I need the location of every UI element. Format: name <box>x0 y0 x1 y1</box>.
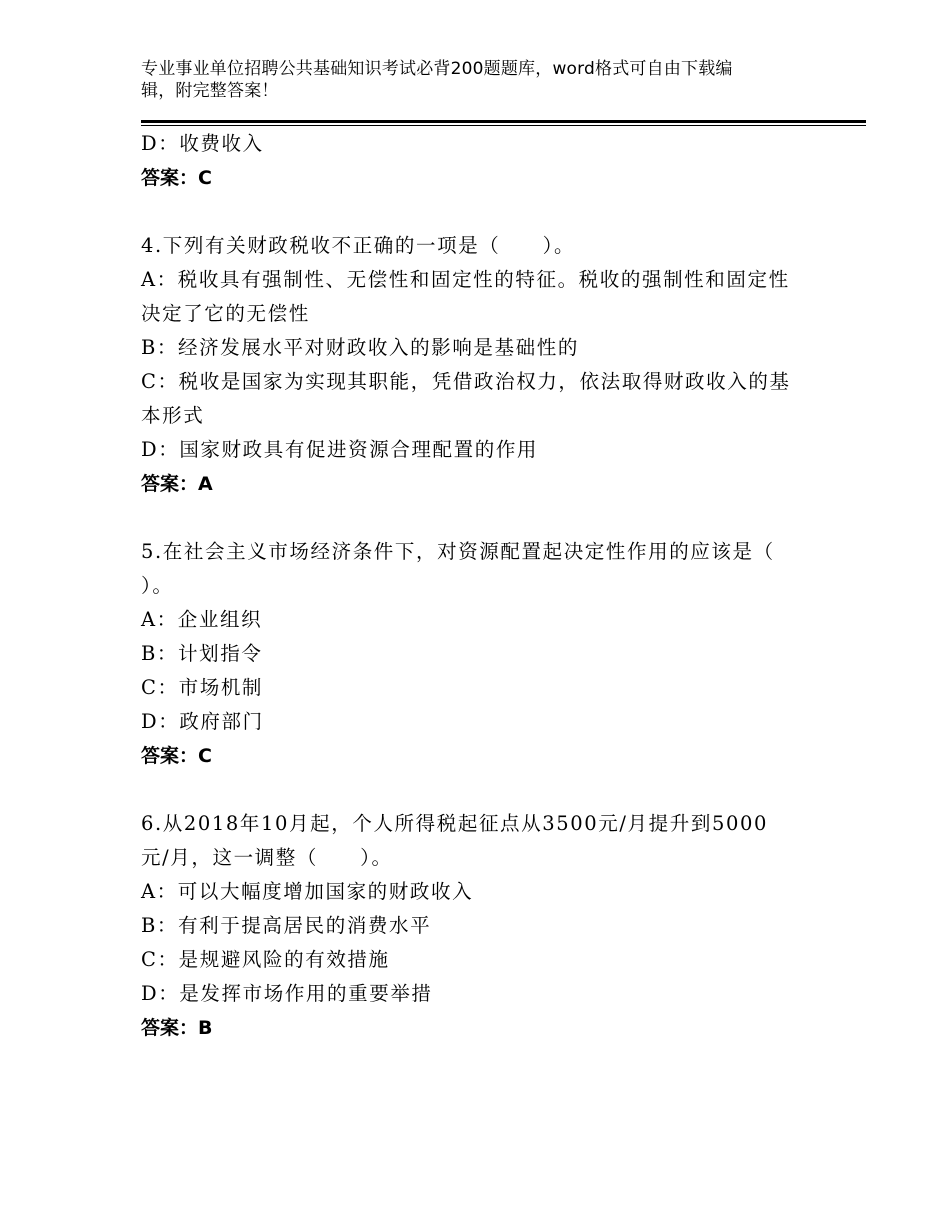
question-stem: 6.从2018年10月起，个人所得税起征点从3500元/月提升到5000 <box>141 812 768 835</box>
page-header <box>141 58 801 102</box>
option-d: D：国家财政具有促进资源合理配置的作用 <box>141 438 539 461</box>
option-c-continued: 本形式 <box>141 404 205 427</box>
option-d: D：收费收入 <box>141 132 264 155</box>
question-stem: 4.下列有关财政税收不正确的一项是（ ）。 <box>141 234 576 257</box>
answer-label: 答案：A <box>141 473 213 495</box>
question-5 <box>141 535 806 773</box>
option-a: A：企业组织 <box>141 608 263 631</box>
question-stem: 5.在社会主义市场经济条件下，对资源配置起决定性作用的应该是（ <box>141 540 775 563</box>
question-stem-continued: ）。 <box>141 574 174 597</box>
option-d: D：政府部门 <box>141 710 264 733</box>
spacer <box>141 773 806 807</box>
answer-label: 答案：C <box>141 745 212 767</box>
option-b: B：计划指令 <box>141 642 263 665</box>
option-c: C：市场机制 <box>141 676 264 699</box>
spacer <box>141 501 806 535</box>
header-title-line-2: 辑，附完整答案！ <box>141 81 279 101</box>
question-4 <box>141 229 806 501</box>
header-title-line-1: 专业事业单位招聘公共基础知识考试必背200题题库，word格式可自由下载编 <box>141 59 733 79</box>
document-body <box>141 127 806 1045</box>
option-a-continued: 决定了它的无偿性 <box>141 302 310 325</box>
answer-label: 答案：C <box>141 167 212 189</box>
header-divider-thick <box>141 120 866 123</box>
question-3-tail <box>141 127 806 195</box>
option-c: C：是规避风险的有效措施 <box>141 948 390 971</box>
option-b: B：有利于提高居民的消费水平 <box>141 914 432 937</box>
option-a: A：税收具有强制性、无偿性和固定性的特征。税收的强制性和固定性 <box>141 268 790 291</box>
header-divider-thin <box>141 125 866 126</box>
spacer <box>141 195 806 229</box>
question-stem-continued: 元/月，这一调整（ ）。 <box>141 846 393 869</box>
option-d: D：是发挥市场作用的重要举措 <box>141 982 433 1005</box>
option-b: B：经济发展水平对财政收入的影响是基础性的 <box>141 336 579 359</box>
option-a: A：可以大幅度增加国家的财政收入 <box>141 880 474 903</box>
answer-label: 答案：B <box>141 1017 213 1039</box>
question-6 <box>141 807 806 1045</box>
option-c: C：税收是国家为实现其职能，凭借政治权力，依法取得财政收入的基 <box>141 370 791 393</box>
